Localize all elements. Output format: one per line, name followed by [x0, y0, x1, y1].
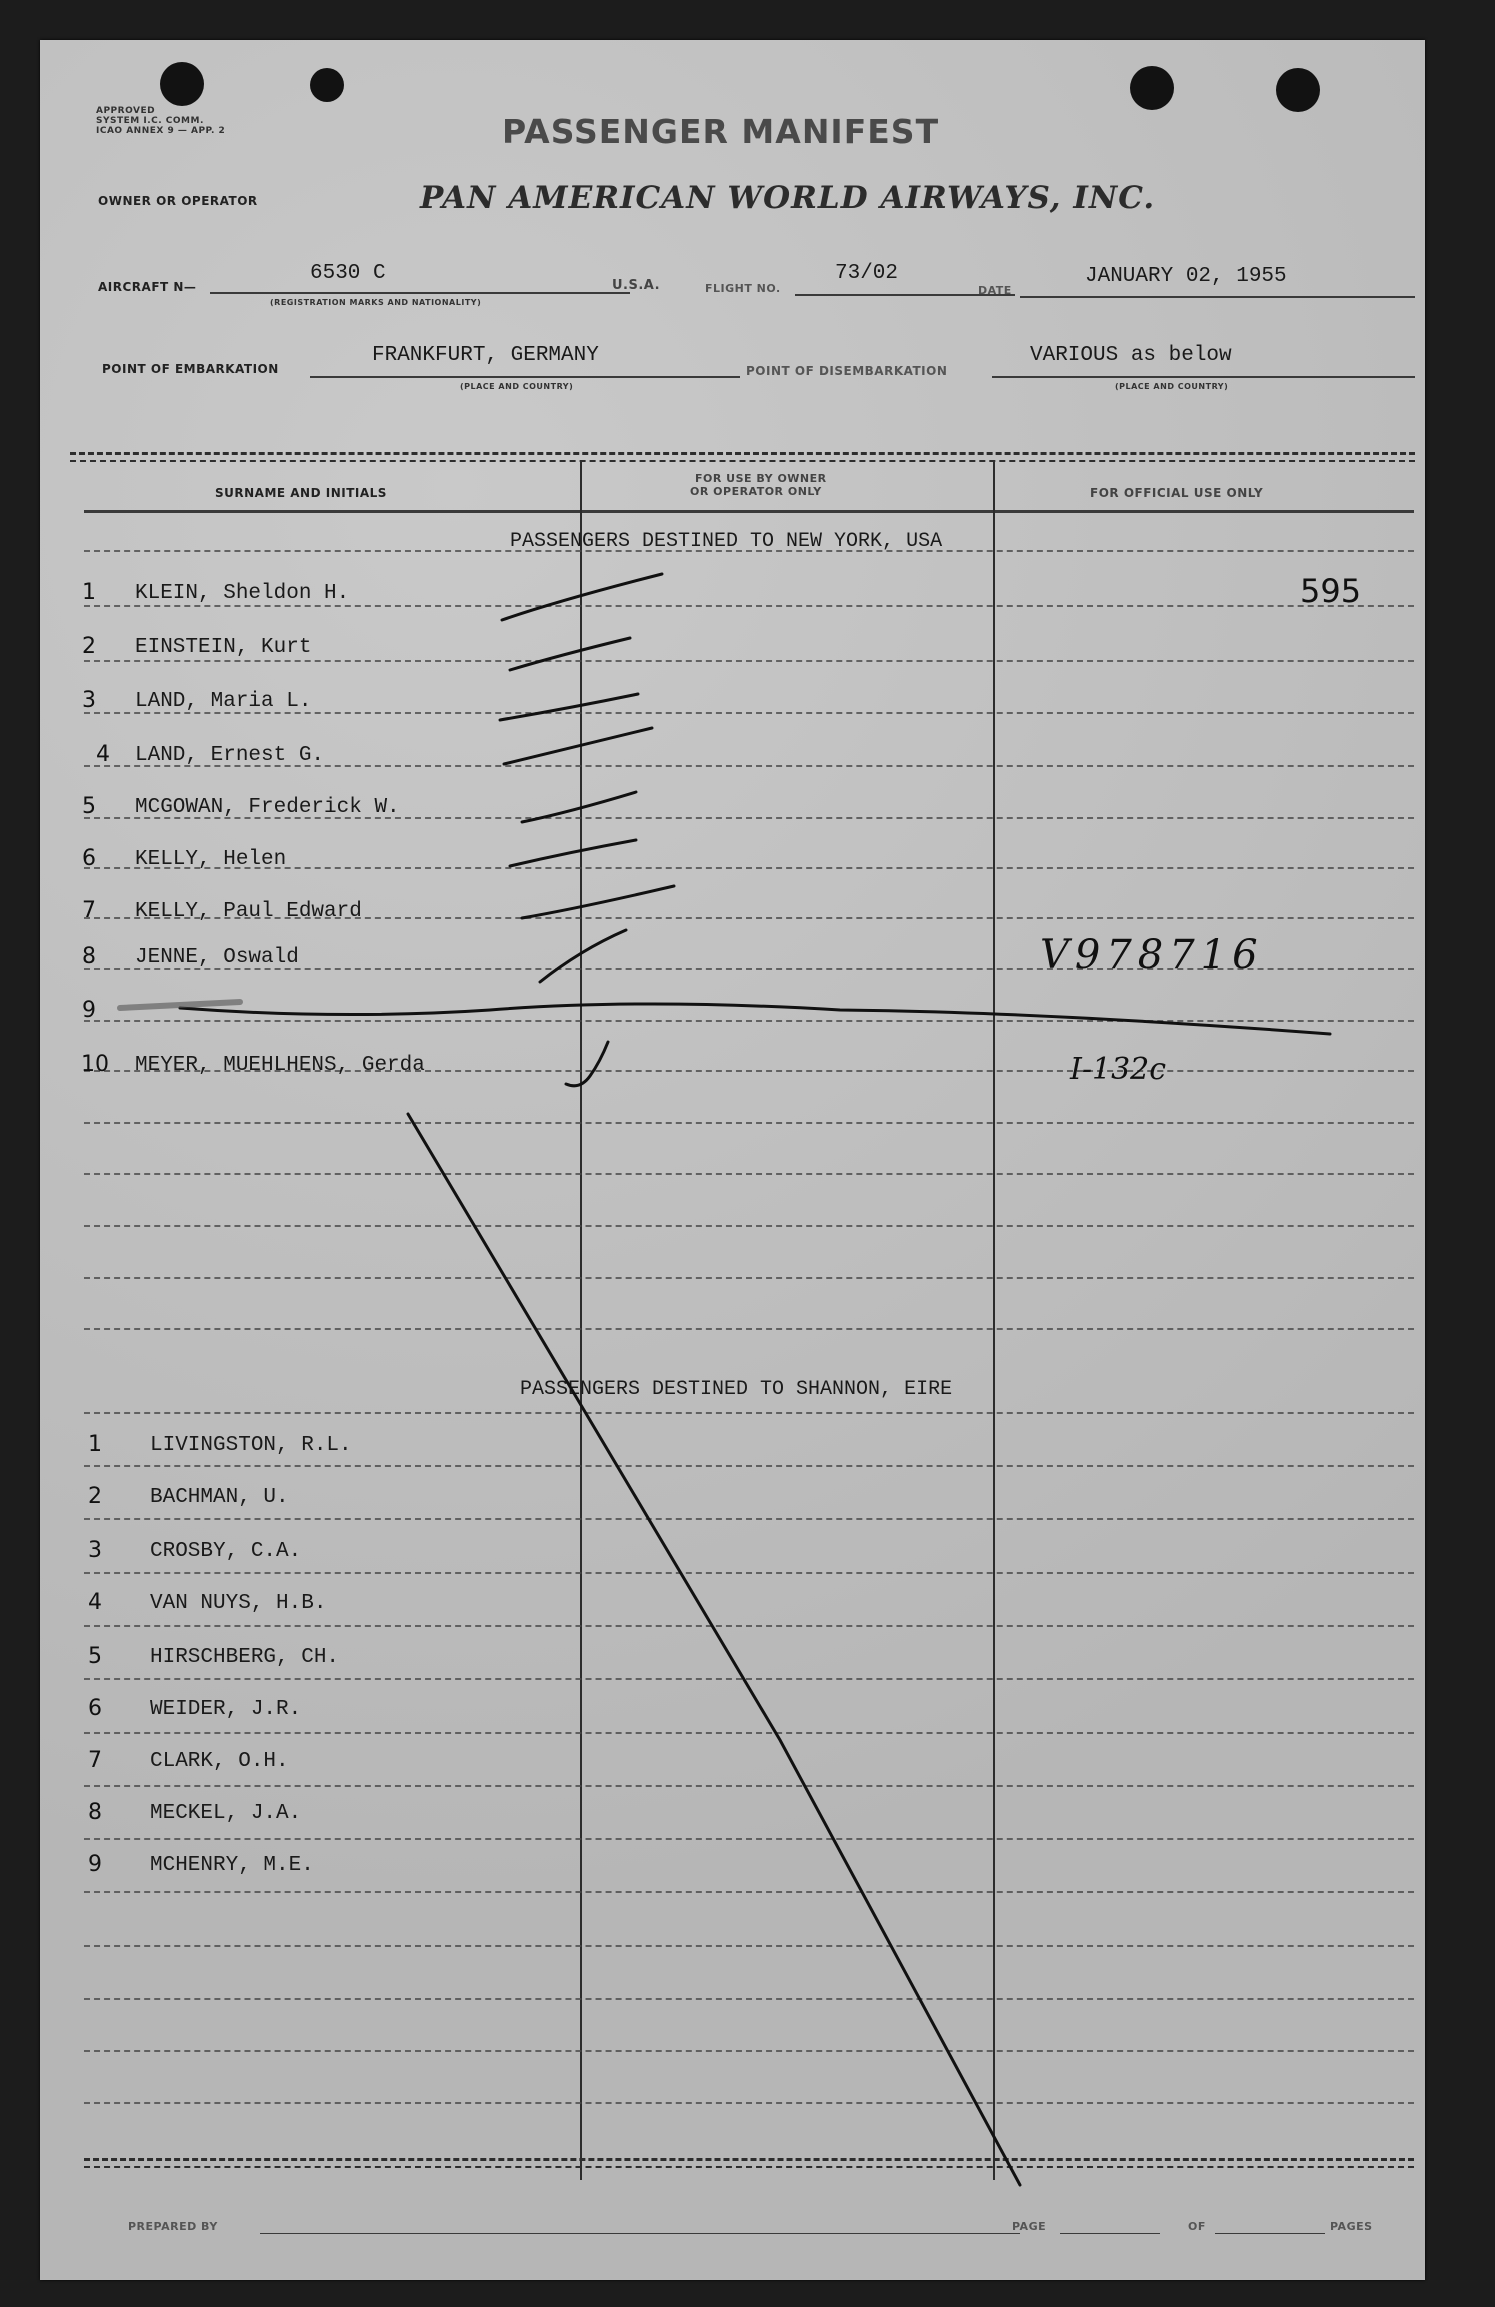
punch-hole-right-2 [1276, 68, 1320, 112]
official-count: 595 [1300, 572, 1362, 610]
checkmark-7 [522, 886, 674, 918]
row-number: 4 [88, 1590, 102, 1615]
date-label: DATE [978, 284, 1012, 297]
row-number: 3 [82, 688, 96, 713]
embarkation-sub: (PLACE AND COUNTRY) [460, 382, 574, 391]
of-label: OF [1188, 2220, 1206, 2233]
disembarkation-value: VARIOUS as below [1030, 344, 1232, 367]
flight-label: FLIGHT NO. [705, 282, 781, 295]
prepared-by-label: PREPARED BY [128, 2220, 218, 2233]
owner-label: OWNER OR OPERATOR [98, 194, 258, 208]
strike-row-9 [180, 1004, 1330, 1034]
form-id-line1: APPROVED [96, 106, 156, 116]
row-number: 6 [82, 846, 96, 871]
passenger-name: KLEIN, Sheldon H. [135, 582, 350, 605]
passenger-name: KELLY, Helen [135, 848, 287, 871]
embarkation-value: FRANKFURT, GERMANY [372, 344, 599, 367]
disembarkation-sub: (PLACE AND COUNTRY) [1115, 382, 1229, 391]
col-official: FOR OFFICIAL USE ONLY [1090, 486, 1264, 500]
row-number: 2 [82, 634, 96, 659]
passenger-name: WEIDER, J.R. [150, 1698, 302, 1721]
row-number: 9 [82, 998, 96, 1023]
form-id [96, 106, 225, 136]
aircraft-label: AIRCRAFT N— [98, 280, 197, 294]
checkmark-8 [540, 930, 626, 982]
row-number: 6 [88, 1696, 102, 1721]
section-heading-new-york: PASSENGERS DESTINED TO NEW YORK, USA [510, 530, 943, 553]
passenger-name: JENNE, Oswald [135, 946, 299, 969]
official-note-meyer: I-132c [1070, 1052, 1167, 1087]
row-number: 5 [82, 794, 96, 819]
embarkation-label: POINT OF EMBARKATION [102, 362, 279, 376]
passenger-name: MECKEL, J.A. [150, 1802, 302, 1825]
col-owner-use-1: FOR USE BY OWNER [695, 472, 827, 485]
aircraft-value: 6530 C [310, 262, 386, 285]
row-number: 8 [82, 944, 96, 969]
passenger-name: CLARK, O.H. [150, 1750, 289, 1773]
col-owner-use-2: OR OPERATOR ONLY [690, 485, 822, 498]
row-number: 3 [88, 1538, 102, 1563]
passenger-name: VAN NUYS, H.B. [150, 1592, 327, 1615]
row-number: 4 [96, 742, 110, 767]
form-id-line2: SYSTEM I.C. COMM. [96, 116, 204, 126]
official-note-jenne: V978716 [1040, 932, 1264, 978]
row-number: 1 [82, 580, 96, 605]
punch-hole-left-1 [160, 62, 204, 106]
passenger-name: LAND, Ernest G. [135, 744, 325, 767]
nationality: U.S.A. [612, 278, 661, 293]
manifest-sheet [40, 40, 1425, 2280]
date-value: JANUARY 02, 1955 [1085, 265, 1287, 288]
owner-value: PAN AMERICAN WORLD AIRWAYS, INC. [420, 180, 1156, 216]
row-number: 9 [88, 1852, 102, 1877]
smudge-row-9 [120, 1002, 240, 1008]
row-number: 5 [88, 1644, 102, 1669]
page-title: PASSENGER MANIFEST [502, 112, 940, 151]
checkmark-10 [566, 1042, 608, 1086]
punch-hole-right-1 [1130, 66, 1174, 110]
row-number: 8 [88, 1800, 102, 1825]
row-number: 7 [88, 1748, 102, 1773]
passenger-name: KELLY, Paul Edward [135, 900, 362, 923]
row-number: 7 [82, 898, 96, 923]
disembarkation-label: POINT OF DISEMBARKATION [746, 364, 948, 378]
aircraft-sub: (REGISTRATION MARKS AND NATIONALITY) [270, 298, 482, 307]
checkmark-3 [500, 694, 638, 720]
flight-value: 73/02 [835, 262, 899, 285]
form-id-line3: ICAO ANNEX 9 — APP. 2 [96, 126, 226, 136]
diagonal-cancel-line [408, 1114, 1020, 2185]
col-surname: SURNAME AND INITIALS [215, 486, 387, 500]
passenger-name: MEYER, MUEHLHENS, Gerda [135, 1054, 425, 1077]
passenger-name: LIVINGSTON, R.L. [150, 1434, 352, 1457]
punch-hole-left-2 [310, 68, 344, 102]
passenger-name: MCHENRY, M.E. [150, 1854, 314, 1877]
row-number: 2 [88, 1484, 102, 1509]
row-number: 1 [88, 1432, 102, 1457]
checkmark-4 [504, 728, 652, 764]
page-label: PAGE [1012, 2220, 1047, 2233]
passenger-name: EINSTEIN, Kurt [135, 636, 312, 659]
passenger-name: HIRSCHBERG, CH. [150, 1646, 340, 1669]
passenger-name: CROSBY, C.A. [150, 1540, 302, 1563]
checkmark-2 [510, 638, 630, 670]
passenger-name: MCGOWAN, Frederick W. [135, 796, 400, 819]
checkmark-1 [502, 574, 662, 620]
checkmark-6 [510, 840, 636, 866]
passenger-name: BACHMAN, U. [150, 1486, 289, 1509]
pages-label: PAGES [1330, 2220, 1373, 2233]
section-heading-shannon: PASSENGERS DESTINED TO SHANNON, EIRE [520, 1378, 953, 1401]
passenger-name: LAND, Maria L. [135, 690, 312, 713]
row-number: 10 [81, 1052, 109, 1077]
